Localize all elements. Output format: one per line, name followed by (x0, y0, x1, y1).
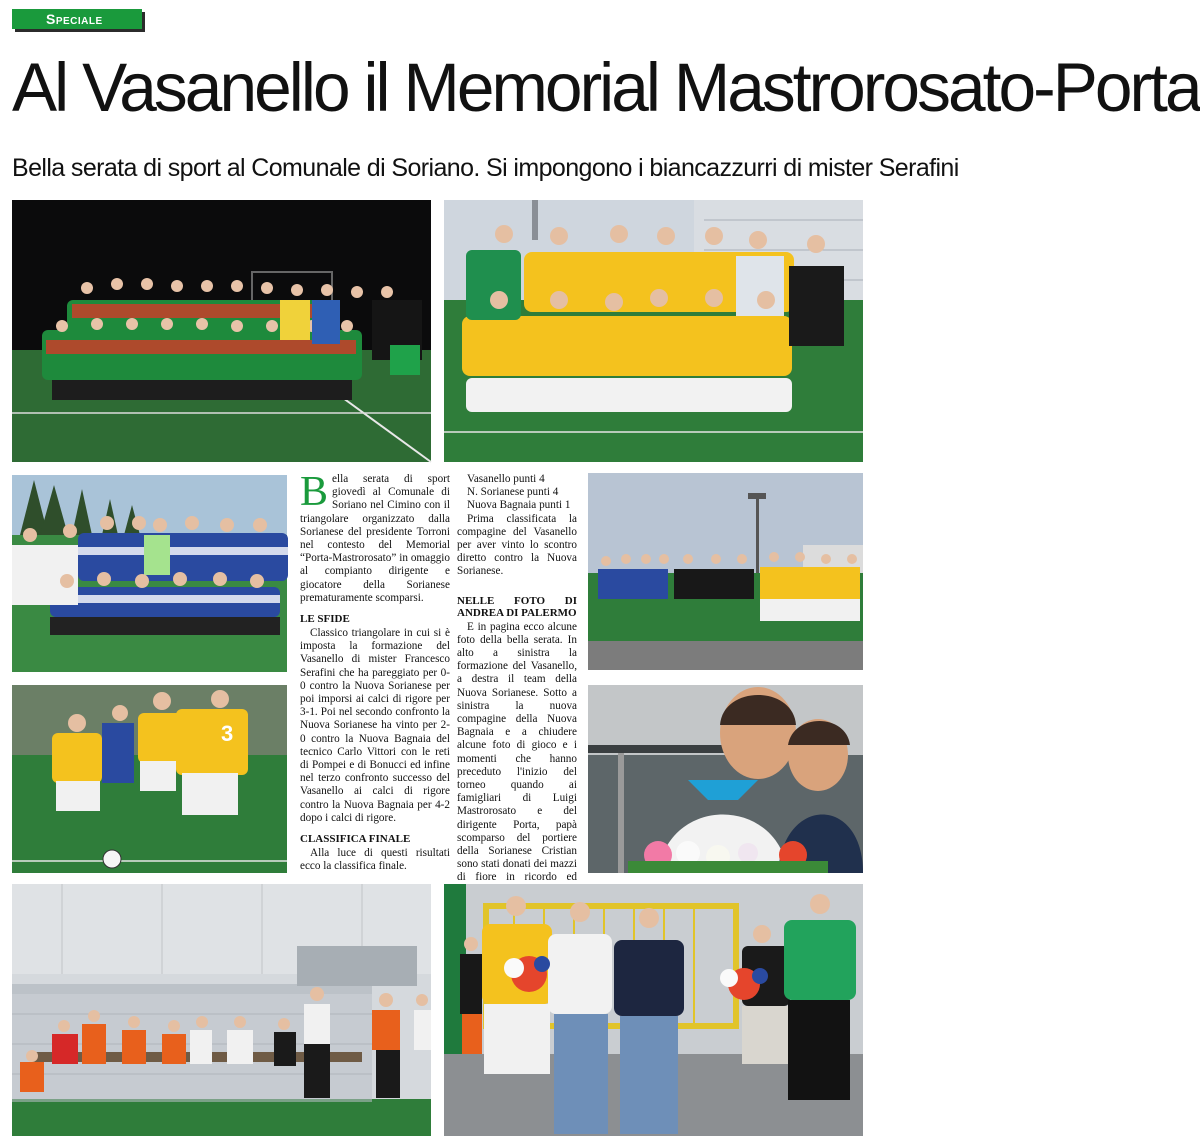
subheadline: Bella serata di sport al Comunale di Soriano. Si impongono i biancazzurri di mister Serafini (12, 154, 959, 182)
article-column-1 (300, 469, 450, 873)
svg-text:3: 3 (221, 721, 234, 746)
photo-flower-ceremony (444, 884, 863, 1136)
article-column-2 (457, 473, 577, 884)
photo-team-blue (12, 475, 287, 672)
section-text-classifica: Alla luce di questi risultati ecco la classifica finale. (300, 847, 450, 873)
dropcap: B (300, 469, 329, 515)
section-heading-classifica: CLASSIFICA FINALE (300, 833, 411, 846)
photo-bench (12, 884, 431, 1136)
standing-row: Vasanello punti 4 (467, 473, 545, 485)
photo-team-yellow (444, 200, 863, 462)
article-intro: ella serata di sport giovedì al Comunale di Soriano nel Cimino con il triangolare organizzato dalla Sorianese del presidente Torroni nel contesto del Memorial “Porta-Mastrorosato” in omaggio al compianto dirigente e giocatore della Sorianese prematuramente scomparsi. (300, 473, 450, 604)
headline: Al Vasanello il Memorial Mastrorosato-Porta (12, 49, 1200, 126)
section-tag: Speciale (12, 9, 142, 29)
section-text-foto: E in pagina ecco alcune foto della bella serata. In alto a sinistra la formazione del Vasanello, a destra il team della Nuova Sorianese. Sotto a sinistra la nuova compagine della Nuova Bagnaia e a chiudere alcune foto di gioco e i momenti che hanno preceduto l'inizio del torneo quando ai famigliari di Luigi Mastrorosato e del dirigente Porta, papà scomparso del portiere della Sorianese Cristian sono stati donati dei mazzi di fiore in ricordo ed (457, 620, 577, 884)
photo-portrait-flowers (588, 685, 863, 873)
standing-row: N. Sorianese punti 4 (467, 486, 559, 499)
photo-lineup-dusk (588, 473, 863, 670)
section-text-sfide: Classico triangolare in cui si è imposta la formazione del Vasanello di mister Francesco Serafini che ha pareggiato per 0-0 contro la Nuova Sorianese per poi imporsi ai calci di rigore per 3-1. Poi nel secondo confronto la Nuova Sorianese ha vinto per 2-0 contro la Nuova Bagnaia del tecnico Carlo Vittori con le reti di Pompei e di Bonucci ed infine nel terzo confronto successo del Vasanello ai calci di rigore contro la Nuova Bagnaia per 4-2 dopo i calci di rigore. (300, 627, 450, 824)
photo-team-night (12, 200, 431, 462)
after-standings-text: Prima classificata la compagine del Vasanello per aver vinto lo scontro diretto contro la Nuova Sorianese. (457, 512, 577, 578)
section-heading-sfide: LE SFIDE (300, 613, 350, 626)
section-heading-foto: NELLE FOTO DI ANDREA DI PALERMO (457, 594, 577, 619)
photo-game-action (12, 685, 287, 873)
standing-row: Nuova Bagnaia punti 1 (467, 499, 571, 512)
